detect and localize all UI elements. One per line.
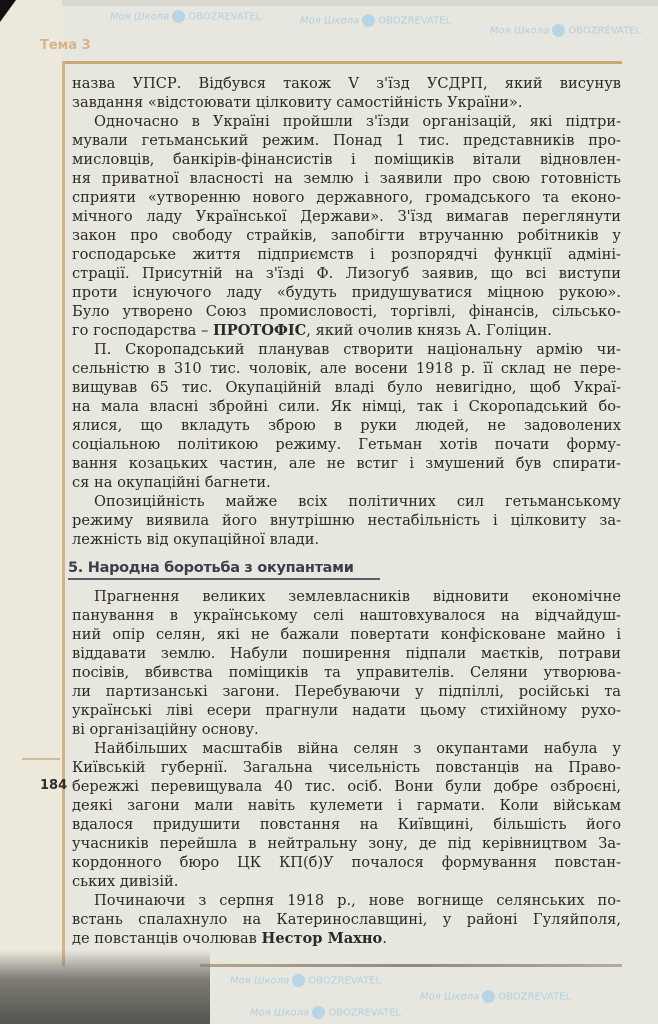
text-line [72,321,621,340]
line-text: віддавати землю. Набули поширення підпали маєтків, потрави [72,645,621,662]
text-line [72,131,621,150]
text-line [72,93,621,112]
text-line [72,188,621,207]
line-text: кордонного бюро ЦК КП(б)У почалося формування повстан- [72,854,621,871]
line-text: Прагнення великих землевласників відновити економічне [94,588,621,605]
text-line [72,473,621,492]
watermark-brand: OBOZREVATEL [498,991,572,1003]
watermark-brand: OBOZREVATEL [378,15,452,27]
text-line [72,891,621,910]
line-text: Найбільших масштабів війна селян з окупантами набула у [94,740,621,757]
left-divider [62,61,65,966]
text-line [72,758,621,777]
text-line [72,397,621,416]
line-text: , який очолив князь А. Голіцин. [306,322,552,339]
page-number: 184 [40,778,68,793]
line-text: мічного ладу Української Держави». З'їзд вимагав переглянути [72,208,621,225]
watermark-brand: Моя Школа [300,15,360,27]
line-text: завдання «відстоювати цілковиту самостійність України». [72,94,523,111]
line-text: де повстанців очолював [72,930,262,947]
line-text: ня приватної власності на землю і заявили про свою готовність [72,170,621,187]
line-text: закон про свободу страйків, запобігти втручанню робітників у [72,227,621,244]
line-text: Київській губернії. Загальна чисельність повстанців на Право- [72,759,621,776]
text-line [72,74,621,93]
line-text: встань спалахнуло на Катеринославщині, у районі Гуляйполя, [72,911,621,928]
line-text: вищував 65 тис. Окупаційній владі було невигідно, щоб Украї- [72,379,621,396]
watermark-brand: Моя Школа [490,25,550,37]
bold-term: ПРОТОФІС [212,322,307,339]
line-text: вання козацьких частин, але не встиг і змушений був спирати- [72,455,621,472]
text-line [72,587,621,606]
line-text: П. Скоропадський планував створити національну армію чи- [94,341,621,358]
text-line [72,834,621,853]
line-text: панування в українському селі наштовхувалося на відчайдуш- [72,607,621,624]
watermark-brand: Моя Школа [250,1007,310,1019]
text-line [72,435,621,454]
line-text: сприяти «утворенню нового державного, громадського та еконо- [72,189,621,206]
line-text: учасників перейшла в нейтральну зону, де під керівництвом За- [72,835,621,852]
line-text: ві організаційну основу. [72,721,259,738]
watermark-logo-icon [552,24,565,37]
text-line [72,454,621,473]
text-line [72,150,621,169]
section-heading-underline [68,578,380,580]
line-text: сельністю в 310 тис. чоловік, але восени 1918 р. її склад не пере- [72,360,621,377]
text-line [72,644,621,663]
line-text: страції. Присутній на з'їзді Ф. Лизогуб заявив, що всі виступи [72,265,621,282]
text-line [72,378,621,397]
line-text: . [382,930,387,947]
text-line [72,245,621,264]
line-text: господарське життя підприємств і розпорядчі функції адміні- [72,246,621,263]
watermark [230,974,381,988]
line-text: мували гетьманський режим. Понад 1 тис. представників про- [72,132,621,149]
watermark-brand: OBOZREVATEL [568,25,642,37]
line-text: посівів, вбивства поміщиків та управителів. Селяни утворюва- [72,664,621,681]
text-before-heading [72,74,621,549]
text-line [72,511,621,530]
line-text: Одночасно в Україні пройшли з'їзди організацій, які підтри- [94,113,621,130]
watermark [490,24,641,38]
watermark-logo-icon [172,10,185,23]
line-text: режиму виявила його внутрішню нестабільність і цілковиту за- [72,512,621,529]
watermark [110,10,261,24]
line-text: соціальною політикою режиму. Гетьман хотів почати форму- [72,436,621,453]
line-text: на мала власні збройні сили. Як німці, так і Скоропадський бо- [72,398,621,415]
theme-label: Тема 3 [40,38,91,53]
text-line [72,416,621,435]
text-line [72,606,621,625]
text-line [72,853,621,872]
watermark-logo-icon [362,14,375,27]
watermark-logo-icon [312,1006,325,1019]
line-text: Опозиційність майже всіх політичних сил гетьманському [94,493,621,510]
text-line [72,663,621,682]
body-text [68,74,621,948]
text-line [72,340,621,359]
line-text: лежність від окупаційної влади. [72,531,320,548]
page-number-rule [22,758,60,760]
section-heading [68,557,621,579]
line-text: ся на окупаційні багнети. [72,474,271,491]
text-line [72,359,621,378]
text-line [72,720,621,739]
text-line [72,492,621,511]
text-line [72,530,621,549]
text-line [72,815,621,834]
text-line [72,226,621,245]
watermark [300,14,451,28]
line-text: ялися, що вкладуть зброю в руки людей, не задоволених [72,417,621,434]
line-text: Починаючи з серпня 1918 р., нове вогнище селянських по- [94,892,621,909]
line-text: проти існуючого ладу «будуть придушуватися міцною рукою». [72,284,621,301]
section-heading-text: 5. Народна боротьба з окупантами [68,560,354,576]
line-text: го господарства – [72,322,213,339]
watermark-brand: Моя Школа [420,991,480,1003]
top-divider [62,61,622,64]
text-line [72,682,621,701]
watermark-brand: OBOZREVATEL [188,11,262,23]
text-after-heading [72,587,621,948]
line-text: вдалося придушити повстання на Київщині, більшість його [72,816,621,833]
watermark [420,990,571,1004]
watermark-brand: Моя Школа [230,975,290,987]
text-line [72,207,621,226]
text-line [72,169,621,188]
watermark [250,1006,401,1020]
text-line [72,112,621,131]
text-line [72,739,621,758]
bottom-divider [200,964,622,967]
watermark-logo-icon [482,990,495,1003]
watermark-brand: OBOZREVATEL [328,1007,402,1019]
text-line [72,796,621,815]
scan-top-edge [0,0,658,6]
text-line [72,302,621,321]
line-text: назва УПСР. Відбувся також V з'їзд УСДРП, який висунув [72,75,621,92]
watermark-brand: OBOZREVATEL [308,975,382,987]
line-text: ських дивізій. [72,873,179,890]
text-line [72,283,621,302]
watermark-logo-icon [292,974,305,987]
text-line [72,929,621,948]
building-illustration [0,950,210,1024]
watermark-brand: Моя Школа [110,11,170,23]
text-line [72,777,621,796]
text-line [72,910,621,929]
line-text: мисловців, банкірів-фінансистів і поміщиків вітали відновлен- [72,151,621,168]
line-text: бережжі перевищувала 40 тис. осіб. Вони були добре озброєні, [72,778,621,795]
line-text: деякі загони мали навіть кулемети і гармати. Коли військам [72,797,621,814]
line-text: ний опір селян, які не бажали повертати конфісковане майно і [72,626,621,643]
line-text: українські ліві есери прагнули надати цьому стихійному рухо- [72,702,621,719]
page-margin [0,0,62,1024]
line-text: Було утворено Союз промисловості, торгівлі, фінансів, сільсько- [72,303,621,320]
text-line [72,872,621,891]
text-line [72,625,621,644]
text-line [72,701,621,720]
text-line [72,264,621,283]
scan-corner [0,0,16,22]
bold-term: Нестор Махно [261,930,383,947]
line-text: ли партизанські загони. Перебуваючи у підпіллі, російські та [72,683,621,700]
